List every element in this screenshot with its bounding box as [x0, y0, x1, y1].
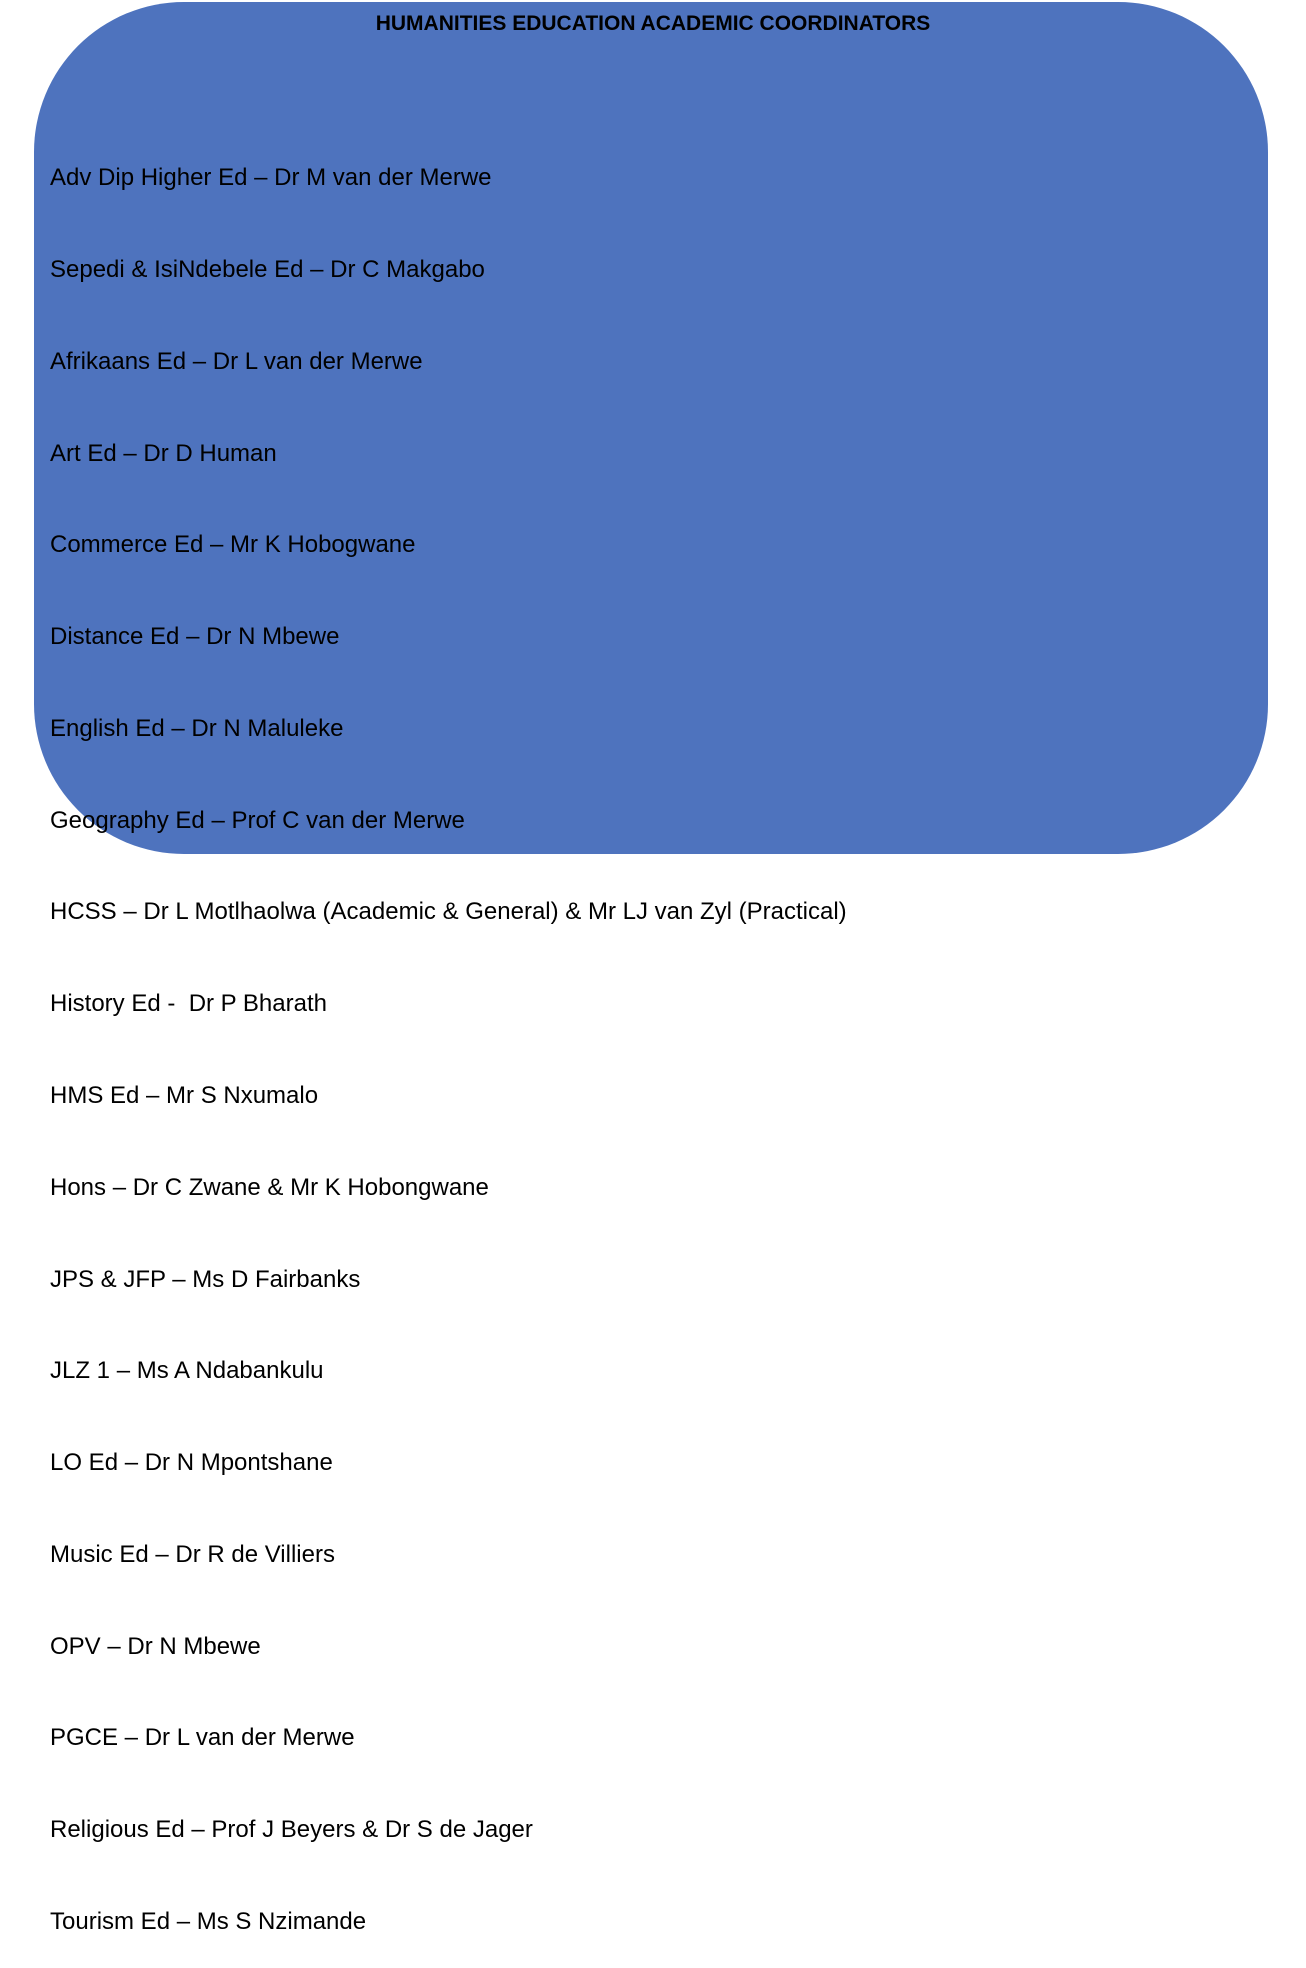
- list-item: Geography Ed – Prof C van der Merwe: [50, 806, 465, 834]
- coordinator-list: [50, 102, 847, 1968]
- list-item: LO Ed – Dr N Mpontshane: [50, 1449, 333, 1477]
- list-item: Music Ed – Dr R de Villiers: [50, 1540, 335, 1568]
- list-item: Art Ed – Dr D Human: [50, 439, 277, 467]
- list-item: Commerce Ed – Mr K Hobogwane: [50, 531, 416, 559]
- list-item: JLZ 1 – Ms A Ndabankulu: [50, 1357, 324, 1385]
- list-item: English Ed – Dr N Maluleke: [50, 714, 344, 742]
- list-item: HMS Ed – Mr S Nxumalo: [50, 1082, 319, 1109]
- list-item: History Ed - Dr P Bharath: [50, 990, 327, 1018]
- list-item: JPS & JFP – Ms D Fairbanks: [50, 1265, 361, 1293]
- list-item: Adv Dip Higher Ed – Dr M van der Merwe: [50, 164, 492, 192]
- list-item: HCSS – Dr L Motlhaolwa (Academic & General) & Mr LJ van Zyl (Practical): [50, 898, 847, 926]
- list-item: Religious Ed – Prof J Beyers & Dr S de Jager: [50, 1816, 533, 1844]
- list-item: OPV – Dr N Mbewe: [50, 1632, 261, 1660]
- list-item: Hons – Dr C Zwane & Mr K Hobongwane: [50, 1173, 489, 1201]
- list-item: Sepedi & IsiNdebele Ed – Dr C Makgabo: [50, 255, 485, 283]
- list-item: PGCE – Dr L van der Merwe: [50, 1724, 355, 1752]
- list-item: Distance Ed – Dr N Mbewe: [50, 623, 340, 651]
- list-item: Afrikaans Ed – Dr L van der Merwe: [50, 347, 423, 375]
- list-item: Tourism Ed – Ms S Nzimande: [50, 1908, 367, 1936]
- page-title: HUMANITIES EDUCATION ACADEMIC COORDINATORS: [375, 12, 931, 35]
